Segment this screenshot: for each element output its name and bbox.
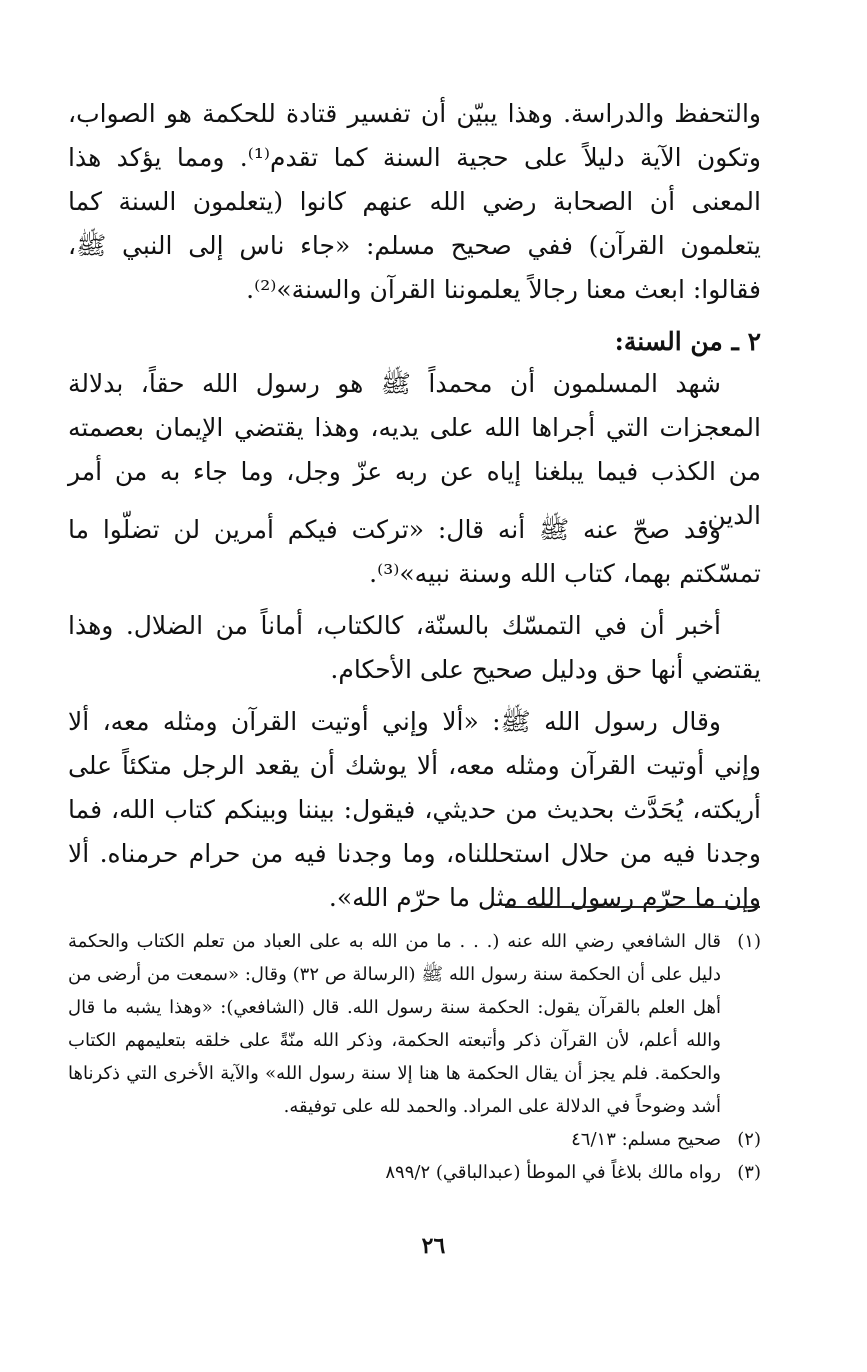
section-heading-sunnah: ٢ ـ من السنة: bbox=[614, 327, 761, 356]
paragraph-couch-hadith: وقال رسول الله ﷺ: «ألا وإني أوتيت القرآن ومثله معه، ألا وإني أوتيت القرآن ومثله معه، ألا يوشك أن يقعد الرجل متكئاً على أريكته، يُحَدَّث بحديث من حديثي، فيقول: بيننا وبينكم كتاب الله، فما وجدنا فيه من حلال استحللناه، وما وجدنا فيه من حرام حرمناه. ألا وإن ما حرّم رسول الله مثل ما حرّم الله». bbox=[68, 707, 761, 912]
paragraph-hikma-intro: والتحفظ والدراسة. وهذا يبيّن أن تفسير قتادة للحكمة هو الصواب، وتكون الآية دليلاً على حجية السنة كما تقدم⁽¹⁾. ومما يؤكد هذا المعنى أن الصحابة رضي الله عنهم كانوا (يتعلمون السنة كما يتعلمون القرآن) ففي صحيح مسلم: «جاء ناس إلى النبي ﷺ، فقالوا: ابعث معنا رجالاً يعلموننا القرآن والسنة»⁽²⁾. bbox=[68, 99, 761, 304]
footnote-number: (١) bbox=[737, 931, 761, 952]
footnote-item bbox=[68, 1156, 761, 1189]
footnote-text: صحيح مسلم: ٤٦/١٣ bbox=[571, 1129, 721, 1150]
footnote-number: (٢) bbox=[737, 1129, 761, 1150]
footnote-item bbox=[68, 925, 761, 1123]
footnote-item bbox=[68, 1123, 761, 1156]
footnote-separator bbox=[505, 906, 760, 908]
footnote-text: قال الشافعي رضي الله عنه (. . . ما من الله به على العباد من تعلم الكتاب والحكمة دليل على أن الحكمة سنة رسول الله ﷺ (الرسالة ص ٣٢) وقال: «سمعت من أرضى من أهل العلم بالقرآن يقول: الحكمة سنة رسول الله. قال (الشافعي): «وهذا يشبه ما قال والله أعلم، لأن القرآن ذكر وأتبعته الحكمة، وذكر الله منّةً على خلقه بتعليمهم الكتاب والحكمة. فلم يجز أن يقال الحكمة ها هنا إلا سنة رسول الله» والآية الأخرى التي ذكرناها أشد وضوحاً في الدلالة على المراد. والحمد لله على توفيقه. bbox=[68, 931, 722, 1117]
footnote-text: رواه مالك بلاغاً في الموطأ (عبدالباقي) ٨٩٩/٢ bbox=[385, 1162, 721, 1183]
paragraph-holding-sunnah: أخبر أن في التمسّك بالسنّة، كالكتاب، أماناً من الضلال. وهذا يقتضي أنها حق ودليل صحيح على الأحكام. bbox=[68, 611, 761, 684]
paragraph-prophet-truth: شهد المسلمون أن محمداً ﷺ هو رسول الله حقاً، بدلالة المعجزات التي أجراها الله على يديه، وهذا يقتضي الإيمان بعصمته من الكذب فيما يبلغنا إياه عن ربه عزّ وجل، وما جاء به من أمر الدين. bbox=[68, 369, 762, 530]
paragraph-two-matters-hadith: وقد صحّ عنه ﷺ أنه قال: «تركت فيكم أمرين لن تضلّوا ما تمسّكتم بهما، كتاب الله وسنة نبيه»⁽³⁾. bbox=[68, 515, 761, 588]
footnotes-list bbox=[68, 925, 761, 1189]
footnote-number: (٣) bbox=[737, 1162, 761, 1183]
page-number: ٢٦ bbox=[421, 1233, 446, 1259]
